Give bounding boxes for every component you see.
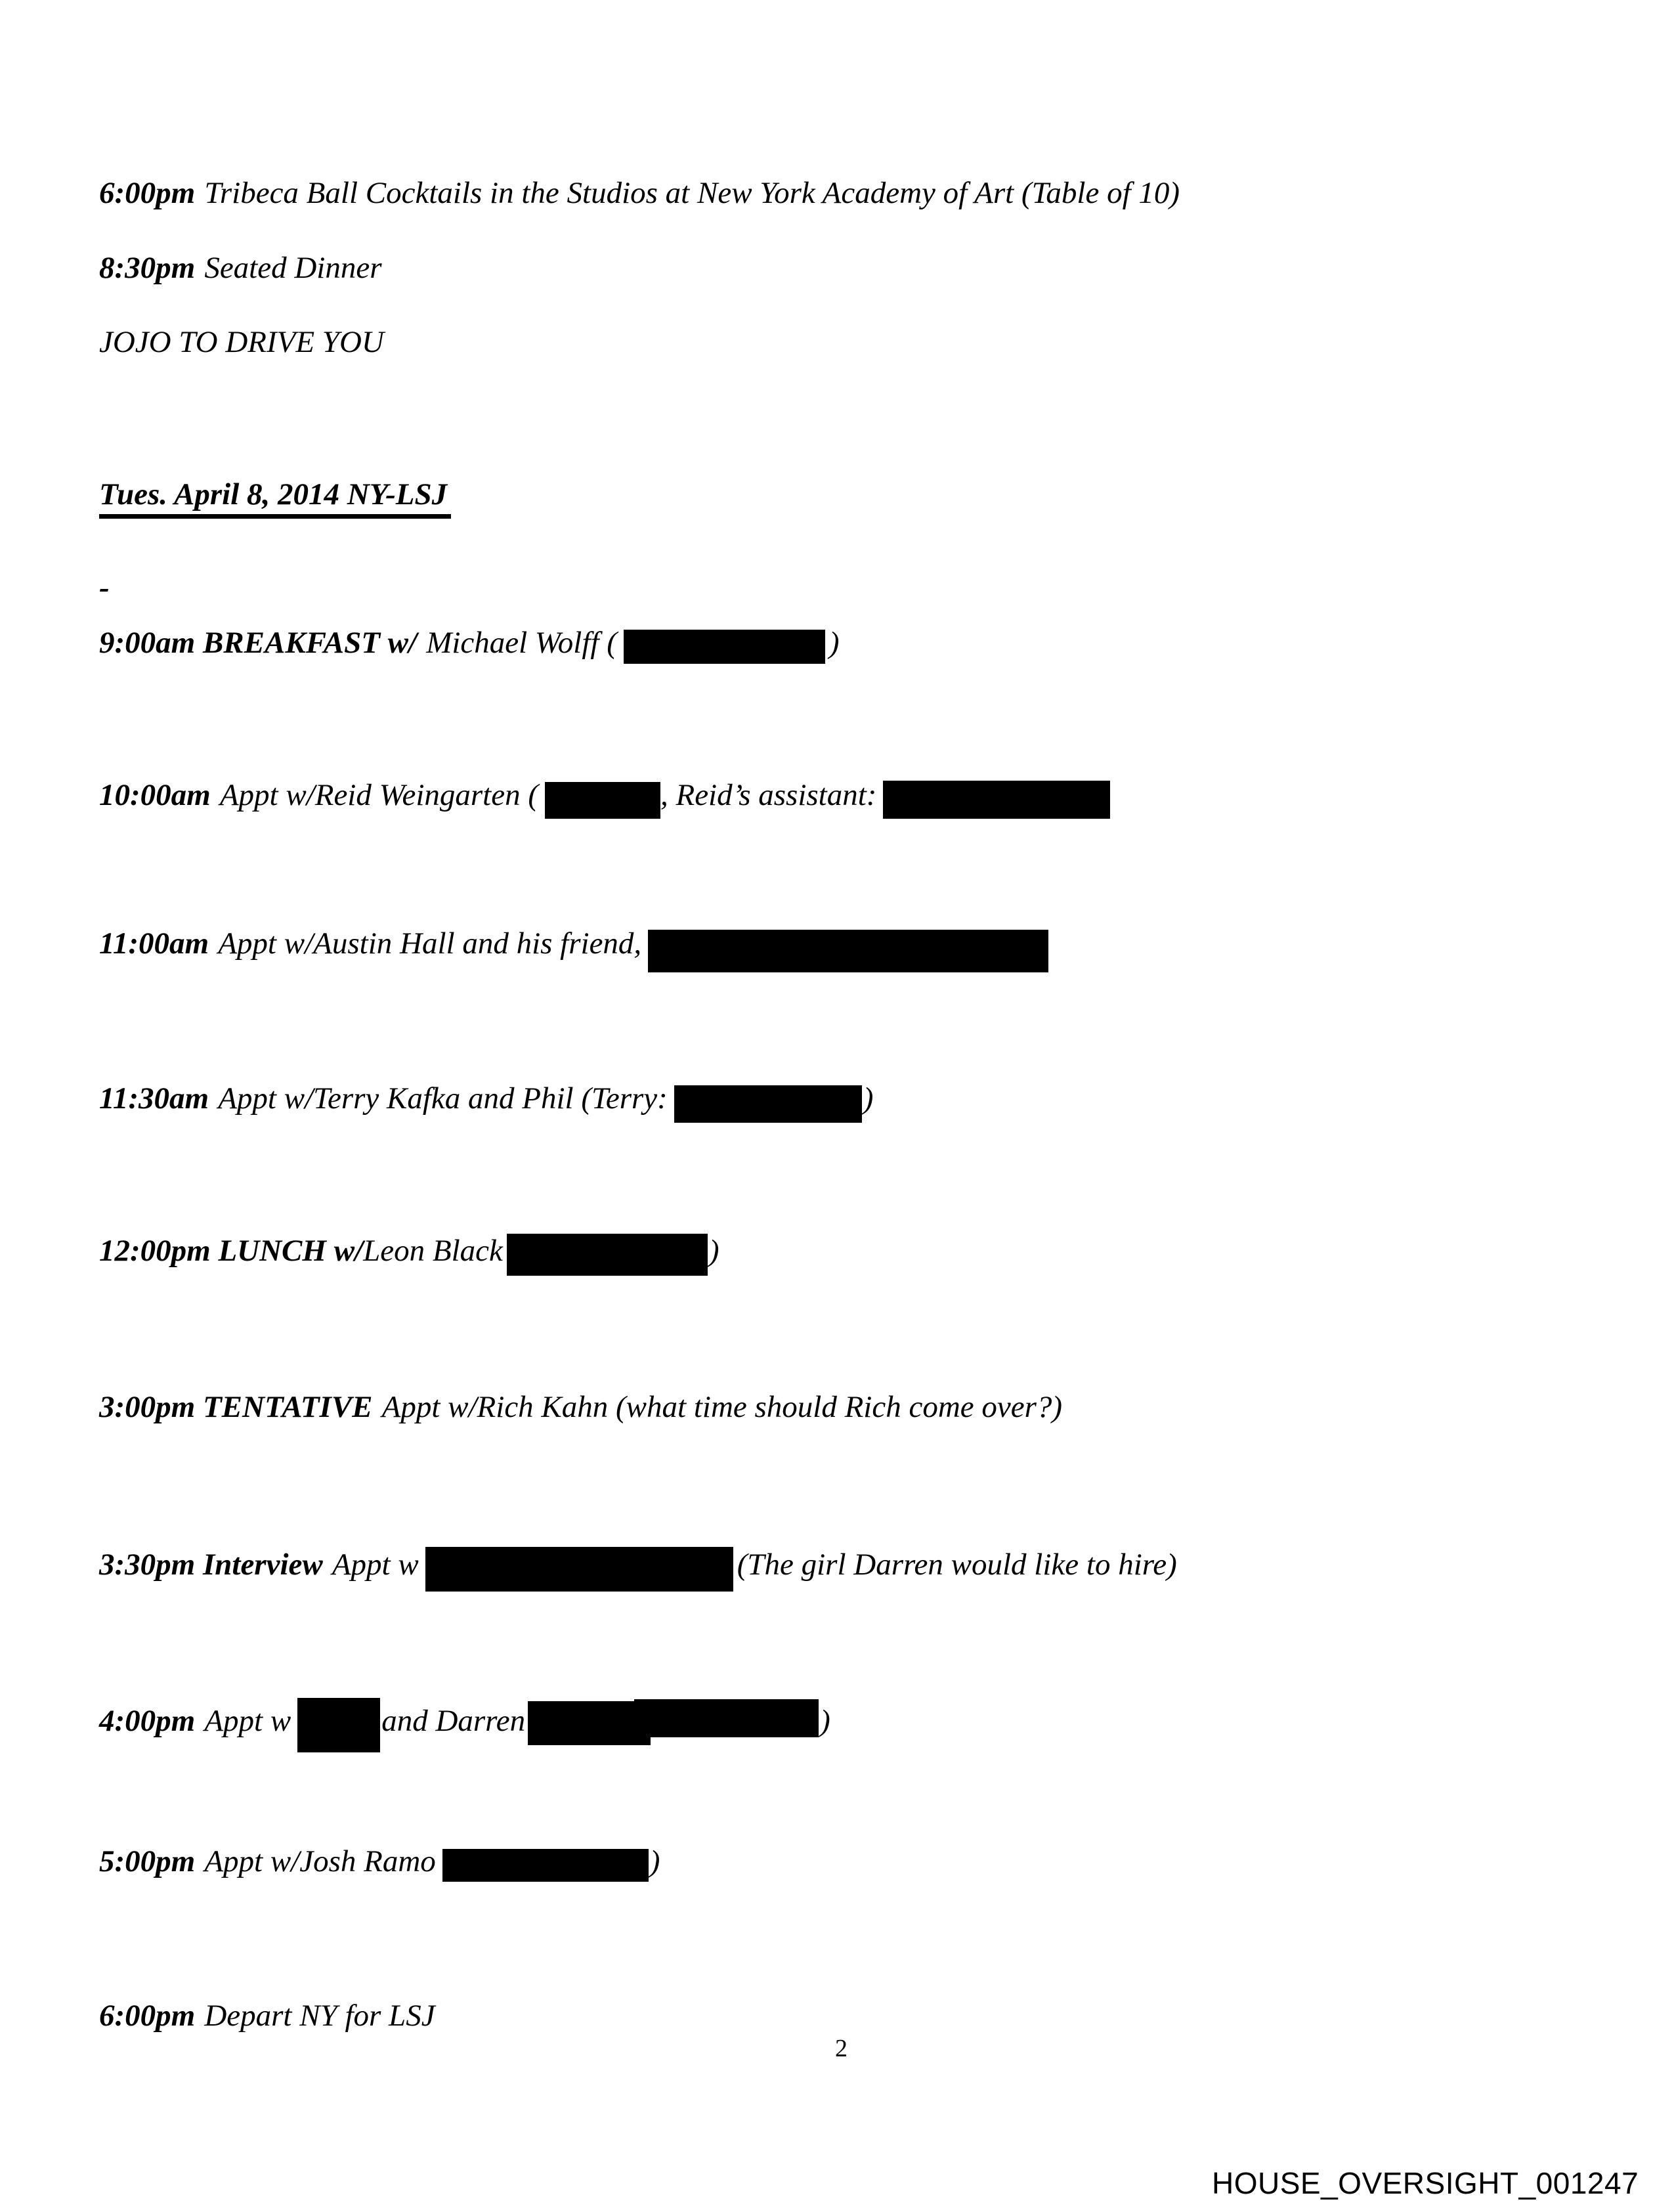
page-number: 2 (835, 2035, 848, 2062)
dash-mark: - (99, 571, 110, 605)
driver-note (99, 324, 384, 360)
event-text-after: ) (828, 626, 840, 660)
redaction-box (648, 930, 1048, 972)
event-line-6pm-depart (99, 1998, 435, 2033)
redaction-box (297, 1698, 380, 1752)
time-label: 12:00pm LUNCH w/ (99, 1234, 364, 1268)
event-text: Leon Black (363, 1234, 503, 1268)
redaction-box (507, 1234, 708, 1276)
event-text: Appt w/Josh Ramo (204, 1844, 436, 1878)
event-text: Michael Wolff ( (426, 626, 617, 660)
redaction-box-compound (528, 1699, 819, 1745)
schedule-line-830pm-dinner (99, 250, 382, 286)
redaction-box (624, 630, 825, 664)
redaction-box (674, 1085, 862, 1123)
event-text-after: ) (649, 1844, 660, 1878)
event-line-9am (99, 625, 840, 664)
event-text: Depart NY for LSJ (204, 1999, 435, 2033)
redaction-box (883, 781, 1110, 819)
event-line-5pm (99, 1844, 660, 1882)
event-text: Appt w (204, 1704, 291, 1738)
time-label: 5:00pm (99, 1844, 196, 1878)
event-line-330pm (99, 1547, 1177, 1592)
redaction-box (442, 1849, 649, 1882)
event-text: Appt w/Austin Hall and his friend, (218, 926, 642, 961)
time-label: 8:30pm (99, 251, 196, 285)
event-text: Appt w (332, 1548, 419, 1582)
event-text-mid: , Reid’s assistant: (660, 778, 877, 812)
bates-stamp: HOUSE_OVERSIGHT_001247 (1212, 2166, 1639, 2200)
event-text-after: ) (708, 1234, 719, 1268)
event-text: Seated Dinner (204, 251, 382, 285)
event-line-4pm (99, 1698, 830, 1752)
event-line-1130am (99, 1081, 873, 1123)
time-label: 10:00am (99, 778, 211, 812)
event-text-after: ) (820, 1704, 830, 1738)
event-line-12pm (99, 1233, 719, 1276)
redaction-box (634, 1699, 819, 1737)
event-text-after: ) (863, 1081, 874, 1116)
schedule-line-6pm-tribeca (99, 175, 1180, 211)
redaction-box (425, 1547, 733, 1592)
time-label: 3:00pm TENTATIVE (99, 1390, 373, 1424)
time-label: 6:00pm (99, 1999, 196, 2033)
time-label: 11:30am (99, 1081, 209, 1116)
time-label: 6:00pm (99, 176, 196, 210)
event-text: Appt w/Reid Weingarten ( (219, 778, 538, 812)
redaction-box (528, 1701, 651, 1745)
time-label: 9:00am BREAKFAST w/ (99, 626, 418, 660)
time-label: 4:00pm (99, 1704, 196, 1738)
event-text-mid: and Darren (381, 1704, 526, 1738)
note-text: JOJO TO DRIVE YOU (99, 325, 384, 359)
redaction-box (545, 782, 660, 819)
event-text: Tribeca Ball Cocktails in the Studios at New York Academy of Art (Table of 10) (204, 176, 1180, 210)
day-heading: Tues. April 8, 2014 NY-LSJ (99, 477, 451, 519)
event-line-3pm (99, 1389, 1062, 1425)
event-text: Appt w/Rich Kahn (what time should Rich come over?) (381, 1390, 1063, 1424)
event-line-10am (99, 777, 1114, 819)
event-text: Appt w/Terry Kafka and Phil (Terry: (218, 1081, 668, 1116)
event-line-11am (99, 926, 1052, 972)
event-text-after: (The girl Darren would like to hire) (737, 1548, 1177, 1582)
day-heading-line (99, 477, 451, 519)
time-label: 3:30pm Interview (99, 1548, 323, 1582)
time-label: 11:00am (99, 926, 209, 961)
